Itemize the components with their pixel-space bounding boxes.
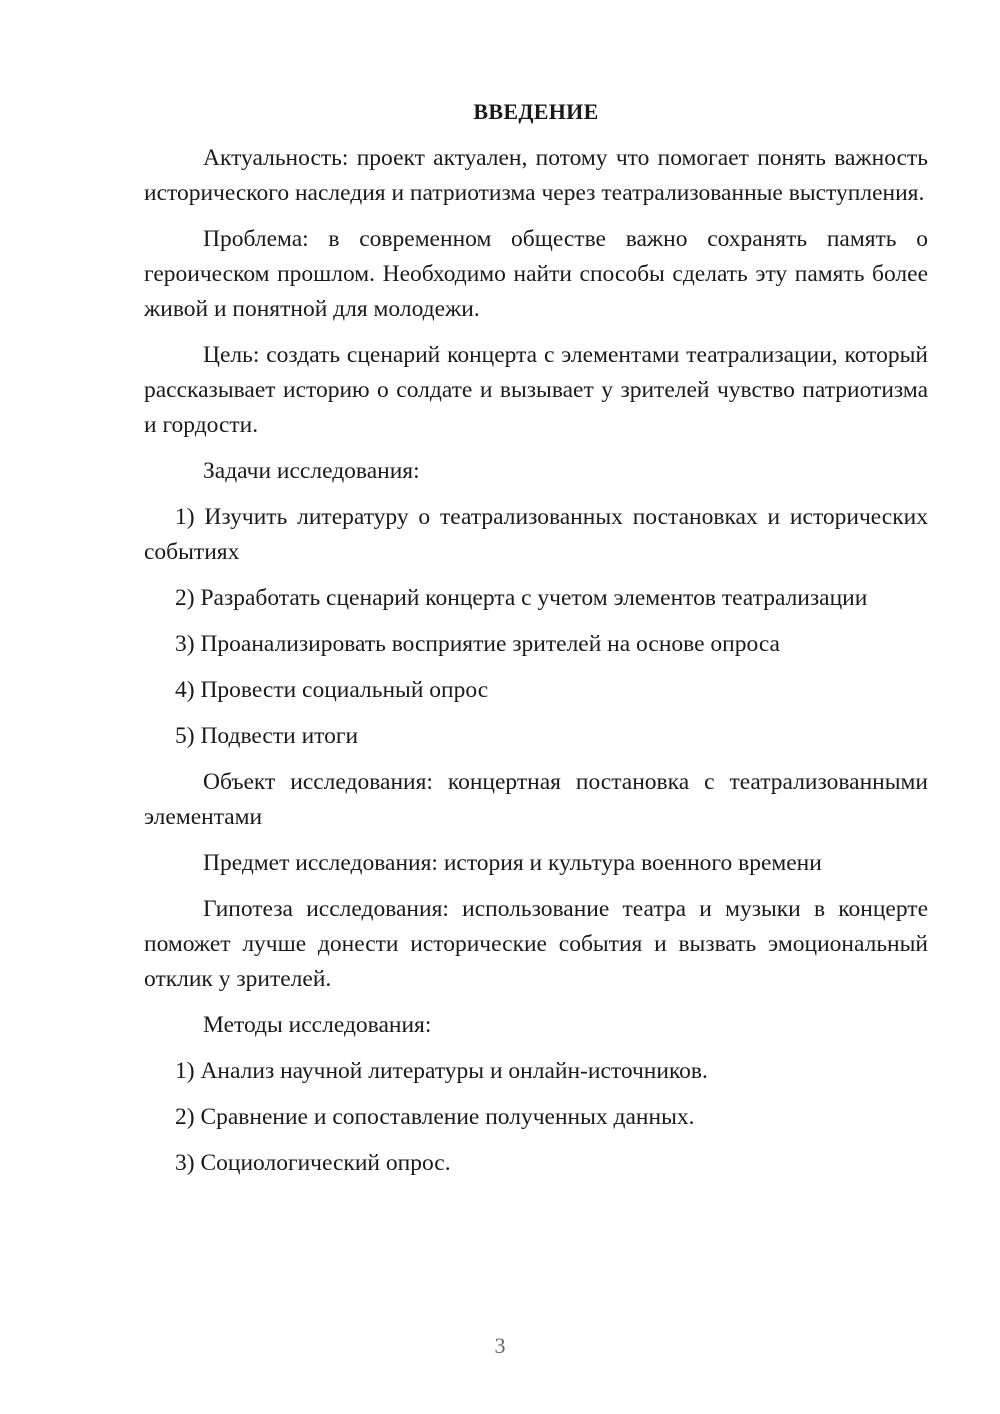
subject-paragraph: Предмет исследования: история и культура военного времени [203,850,822,876]
methods-heading: Методы исследования: [203,1012,432,1038]
task-item-2: 2) Разработать сценарий концерта с учетом элементов театрализации [175,585,868,611]
page-number: 3 [494,1333,506,1358]
task-item-4: 4) Провести социальный опрос [175,677,489,703]
task-item-1: 1) Изучить литературу о театрализованных постановках и исторических событиях [144,504,928,565]
hypothesis-paragraph: Гипотеза исследования: использование театра и музыки в концерте поможет лучше донести исторические события и вызвать эмоциональный отклик у зрителей. [144,896,928,992]
section-title: ВВЕДЕНИЕ [473,99,599,124]
task-item-3: 3) Проанализировать восприятие зрителей на основе опроса [175,631,780,657]
object-paragraph: Объект исследования: концертная постановка с театрализованными элементами [144,769,928,830]
method-item-1: 1) Анализ научной литературы и онлайн-источников. [175,1058,708,1084]
task-item-5: 5) Подвести итоги [175,723,359,749]
method-item-2: 2) Сравнение и сопоставление полученных данных. [175,1104,695,1130]
tasks-heading: Задачи исследования: [203,458,420,484]
method-item-3: 3) Социологический опрос. [175,1150,451,1176]
goal-paragraph: Цель: создать сценарий концерта с элементами театрализации, который рассказывает историю о солдате и вызывает у зрителей чувство патриотизма и гордости. [144,342,928,438]
relevance-paragraph: Актуальность: проект актуален, потому что помогает понять важность исторического наследия и патриотизма через театрализованные выступления. [144,145,928,206]
page-content [144,94,928,1192]
problem-paragraph: Проблема: в современном обществе важно сохранять память о героическом прошлом. Необходимо найти способы сделать эту память более живой и понятной для молодежи. [144,226,928,322]
